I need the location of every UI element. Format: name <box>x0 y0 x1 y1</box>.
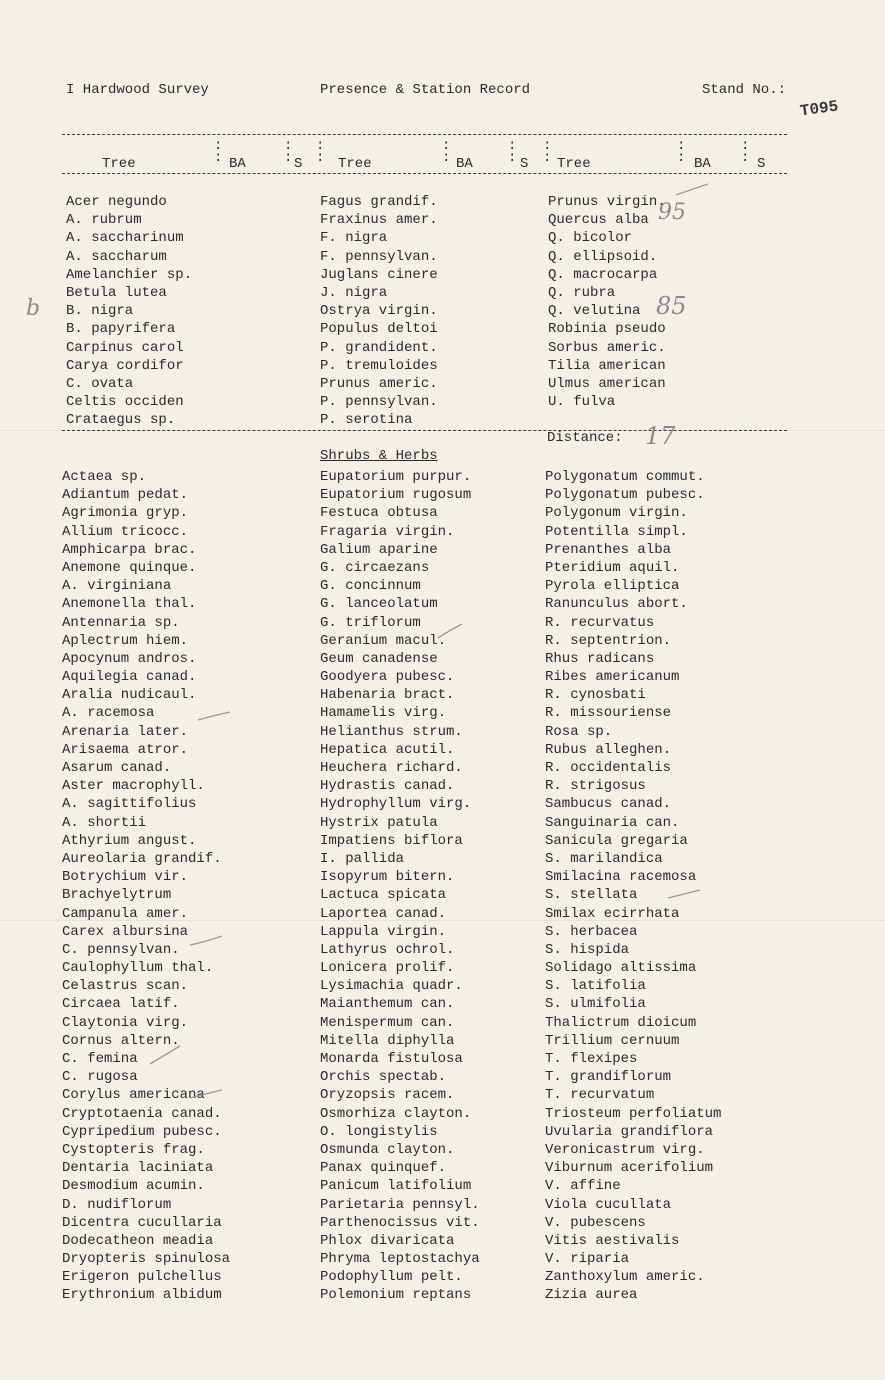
list-item: Arenaria later. <box>62 723 189 740</box>
list-item: R. occidentalis <box>545 760 672 776</box>
list-item: Triosteum perfoliatum <box>545 1105 722 1122</box>
list-item: Laportea canad. <box>320 905 447 922</box>
list-item: Sambucus canad. <box>545 796 672 813</box>
list-item: R. cynosbati <box>545 687 646 704</box>
list-item: Lactuca spicata <box>320 887 447 904</box>
list-item: G. triflorum <box>320 614 421 631</box>
list-item: Fraxinus amer. <box>320 212 438 229</box>
list-item: F. pennsylvan. <box>320 248 438 265</box>
list-item: Parietaria pennsyl. <box>320 1196 480 1213</box>
list-item: Sorbus americ. <box>548 339 666 356</box>
list-item: Q. velutina <box>548 303 641 320</box>
checkmark-icon <box>190 1090 222 1098</box>
stand-label: Stand No.: <box>702 82 787 98</box>
stand-number: T095 <box>798 97 840 121</box>
list-item: Celtis occiden <box>66 394 184 411</box>
list-item: Lappula virgin. <box>320 923 447 940</box>
list-item: R. recurvatus <box>545 614 655 631</box>
list-item: Hydrophyllum virg. <box>320 796 472 813</box>
list-item: Erythronium albidum <box>62 1287 222 1304</box>
list-item: Thalictrum dioicum <box>545 1014 697 1031</box>
list-item: Cryptotaenia canad. <box>62 1105 222 1122</box>
list-item: Isopyrum bitern. <box>320 869 455 886</box>
list-item: Aquilegia canad. <box>62 669 197 686</box>
list-item: Menispermum can. <box>320 1014 455 1031</box>
list-item: Panax quinquef. <box>320 1160 447 1177</box>
list-item: Brachyelytrum <box>62 887 172 904</box>
list-item: Geum canadense <box>320 650 438 667</box>
list-item: Populus deltoi <box>320 321 438 338</box>
list-item: Campanula amer. <box>62 905 189 922</box>
list-item: Quercus alba <box>548 212 649 229</box>
list-item: Mitella diphylla <box>320 1032 455 1049</box>
list-item: Rosa sp. <box>545 723 613 740</box>
list-item: Potentilla simpl. <box>545 523 688 540</box>
list-item: Ranunculus abort. <box>545 596 688 613</box>
list-item: C. pennsylvan. <box>62 941 180 958</box>
list-item: Solidago altissima <box>545 960 697 977</box>
ba-column-header: BA <box>694 156 711 172</box>
list-item: Goodyera pubesc. <box>320 669 455 686</box>
list-item: Viola cucullata <box>545 1196 672 1213</box>
list-item: Lonicera prolif. <box>320 960 455 977</box>
list-item: D. nudiflorum <box>62 1196 172 1213</box>
list-item: Prenanthes alba <box>545 541 672 558</box>
list-item: Phryma leptostachya <box>320 1251 480 1268</box>
list-item: A. shortii <box>62 814 147 831</box>
list-item: Agrimonia gryp. <box>62 505 189 522</box>
list-item: Prunus virgin. <box>548 194 666 210</box>
column-separator: : : <box>316 138 325 166</box>
list-item: Festuca obtusa <box>320 505 438 522</box>
checkmark-icon <box>190 936 222 945</box>
column-separator: : : <box>741 138 750 166</box>
list-item: Fagus grandif. <box>320 194 438 210</box>
list-item: Cystopteris frag. <box>62 1141 205 1158</box>
list-item: Fragaria virgin. <box>320 523 455 540</box>
list-item: S. latifolia <box>545 978 646 995</box>
checkmark-icon <box>668 890 700 898</box>
list-item: A. saccharum <box>66 248 167 265</box>
list-item: Dentaria laciniata <box>62 1160 214 1177</box>
tree-column-header: Tree <box>338 156 372 172</box>
list-item: Juglans cinere <box>320 266 438 283</box>
list-item: Uvularia grandiflora <box>545 1123 714 1140</box>
handwritten-ba-value: 95 <box>658 200 686 225</box>
list-item: Hystrix patula <box>320 814 438 831</box>
list-item: Ribes americanum <box>545 669 680 686</box>
list-item: Sanicula gregaria <box>545 832 688 849</box>
list-item: Habenaria bract. <box>320 687 455 704</box>
list-item: A. virginiana <box>62 578 172 595</box>
survey-title: I Hardwood Survey <box>66 82 209 98</box>
s-column-header: S <box>757 156 766 172</box>
list-item: Anemone quinque. <box>62 559 197 576</box>
list-item: Monarda fistulosa <box>320 1051 463 1067</box>
column-separator: : : <box>508 138 517 166</box>
list-item: Dodecatheon meadia <box>62 1232 214 1249</box>
list-item: J. nigra <box>320 284 388 301</box>
list-item: Arisaema atror. <box>62 741 189 758</box>
list-item: C. rugosa <box>62 1069 138 1086</box>
list-item: O. longistylis <box>320 1123 438 1140</box>
list-item: Polemonium reptans <box>320 1287 472 1304</box>
list-item: Betula lutea <box>66 284 167 301</box>
list-item: Apocynum andros. <box>62 650 197 667</box>
list-item: G. lanceolatum <box>320 596 438 613</box>
list-item: Dicentra cucullaria <box>62 1214 222 1231</box>
list-item: Q. bicolor <box>548 230 633 247</box>
checkmark-icon <box>438 624 462 638</box>
tree-column-header: Tree <box>557 156 591 172</box>
checkmark-icon <box>198 712 230 720</box>
list-item: Parthenocissus vit. <box>320 1214 480 1231</box>
list-item: R. strigosus <box>545 778 646 795</box>
list-item: Oryzopsis racem. <box>320 1087 455 1104</box>
list-item: Carex albursina <box>62 923 189 940</box>
record-title: Presence & Station Record <box>320 82 531 98</box>
list-item: Heuchera richard. <box>320 760 463 776</box>
list-item: Acer negundo <box>66 194 167 210</box>
column-separator: : : <box>442 138 451 166</box>
list-item: Lysimachia quadr. <box>320 978 463 995</box>
list-item: Robinia pseudo <box>548 321 666 338</box>
list-item: Anemonella thal. <box>62 596 197 613</box>
shrubs-herbs-title: Shrubs & Herbs <box>320 448 438 464</box>
list-item: Antennaria sp. <box>62 614 180 631</box>
list-item: Asarum canad. <box>62 760 172 776</box>
list-item: G. circaezans <box>320 559 430 576</box>
list-item: Helianthus strum. <box>320 723 463 740</box>
list-item: Carpinus carol <box>66 339 184 356</box>
list-item: Osmunda clayton. <box>320 1141 455 1158</box>
list-item: Zanthoxylum americ. <box>545 1269 705 1286</box>
s-column-header: S <box>294 156 303 172</box>
list-item: Erigeron pulchellus <box>62 1269 222 1286</box>
list-item: Allium tricocc. <box>62 523 189 540</box>
list-item: Amphicarpa brac. <box>62 541 197 558</box>
list-item: Veronicastrum virg. <box>545 1141 705 1158</box>
list-item: Carya cordifor <box>66 357 184 374</box>
list-item: Q. ellipsoid. <box>548 248 658 265</box>
list-item: Geranium macul. <box>320 632 447 649</box>
list-item: Celastrus scan. <box>62 978 189 995</box>
list-item: Zizia aurea <box>545 1287 638 1304</box>
list-item: S. stellata <box>545 887 638 904</box>
list-item: Claytonia virg. <box>62 1014 189 1031</box>
list-item: Botrychium vir. <box>62 869 189 886</box>
handwritten-ba-value: 85 <box>656 292 687 320</box>
list-item: Galium aparine <box>320 541 438 558</box>
list-item: Amelanchier sp. <box>66 266 193 283</box>
list-item: Adiantum pedat. <box>62 487 189 504</box>
list-item: C. femina <box>62 1051 138 1067</box>
list-item: V. pubescens <box>545 1214 646 1231</box>
list-item: Vitis aestivalis <box>545 1232 680 1249</box>
checkmark-icon <box>150 1046 180 1064</box>
list-item: Aster macrophyll. <box>62 778 205 795</box>
list-item: Polygonatum pubesc. <box>545 487 705 504</box>
checkmark-icon <box>676 184 708 195</box>
list-item: Polygonatum commut. <box>545 469 705 485</box>
list-item: Pyrola elliptica <box>545 578 680 595</box>
handwritten-distance-value: 17 <box>645 422 676 450</box>
list-item: Osmorhiza clayton. <box>320 1105 472 1122</box>
s-column-header: S <box>520 156 529 172</box>
list-item: Pteridium aquil. <box>545 559 680 576</box>
list-item: Panicum latifolium <box>320 1178 472 1195</box>
column-separator: : : <box>284 138 293 166</box>
list-item: Orchis spectab. <box>320 1069 447 1086</box>
list-item: Ostrya virgin. <box>320 303 438 320</box>
list-item: Podophyllum pelt. <box>320 1269 463 1286</box>
list-item: G. concinnum <box>320 578 421 595</box>
list-item: Prunus americ. <box>320 375 438 392</box>
distance-label: Distance: <box>547 430 623 446</box>
list-item: Aplectrum hiem. <box>62 632 189 649</box>
list-item: Caulophyllum thal. <box>62 960 214 977</box>
list-item: Athyrium angust. <box>62 832 197 849</box>
ba-column-header: BA <box>456 156 473 172</box>
list-item: S. ulmifolia <box>545 996 646 1013</box>
list-item: R. septentrion. <box>545 632 672 649</box>
list-item: T. recurvatum <box>545 1087 655 1104</box>
handwritten-margin-mark: b <box>26 296 41 321</box>
list-item: A. saccharinum <box>66 230 184 247</box>
list-item: Impatiens biflora <box>320 832 463 849</box>
column-separator: : : <box>677 138 686 166</box>
list-item: Trillium cernuum <box>545 1032 680 1049</box>
column-separator: : : <box>543 138 552 166</box>
list-item: Crataegus sp. <box>66 412 176 429</box>
list-item: Q. rubra <box>548 284 616 301</box>
list-item: Circaea latif. <box>62 996 180 1013</box>
list-item: P. grandident. <box>320 339 438 356</box>
list-item: Maianthemum can. <box>320 996 455 1013</box>
list-item: Rubus alleghen. <box>545 741 672 758</box>
list-item: Actaea sp. <box>62 469 147 485</box>
list-item: Sanguinaria can. <box>545 814 680 831</box>
list-item: Desmodium acumin. <box>62 1178 205 1195</box>
list-item: S. marilandica <box>545 850 663 867</box>
list-item: Smilacina racemosa <box>545 869 697 886</box>
list-item: F. nigra <box>320 230 388 247</box>
list-item: Phlox divaricata <box>320 1232 455 1249</box>
list-item: Lathyrus ochrol. <box>320 941 455 958</box>
list-item: Aralia nudicaul. <box>62 687 197 704</box>
list-item: S. hispida <box>545 941 630 958</box>
list-item: U. fulva <box>548 394 616 411</box>
list-item: V. riparia <box>545 1251 630 1268</box>
tree-column-header: Tree <box>102 156 136 172</box>
list-item: B. nigra <box>66 303 134 320</box>
list-item: I. pallida <box>320 850 405 867</box>
list-item: Eupatorium rugosum <box>320 487 472 504</box>
list-item: Cypripedium pubesc. <box>62 1123 222 1140</box>
list-item: P. pennsylvan. <box>320 394 438 411</box>
list-item: T. flexipes <box>545 1051 638 1067</box>
list-item: A. rubrum <box>66 212 142 229</box>
list-item: Rhus radicans <box>545 650 655 667</box>
list-item: Smilax ecirrhata <box>545 905 680 922</box>
list-item: T. grandiflorum <box>545 1069 672 1086</box>
column-separator: : : <box>214 138 223 166</box>
list-item: Polygonum virgin. <box>545 505 688 522</box>
list-item: Dryopteris spinulosa <box>62 1251 231 1268</box>
ba-column-header: BA <box>229 156 246 172</box>
list-item: Aureolaria grandif. <box>62 850 222 867</box>
list-item: V. affine <box>545 1178 621 1195</box>
list-item: Cornus altern. <box>62 1032 180 1049</box>
list-item: Tilia american <box>548 357 666 374</box>
list-item: S. herbacea <box>545 923 638 940</box>
list-item: B. papyrifera <box>66 321 176 338</box>
list-item: Hepatica acutil. <box>320 741 455 758</box>
list-item: Ulmus american <box>548 375 666 392</box>
list-item: Hamamelis virg. <box>320 705 447 722</box>
list-item: P. tremuloides <box>320 357 438 374</box>
list-item: R. missouriense <box>545 705 672 722</box>
list-item: Corylus americana <box>62 1087 205 1104</box>
list-item: Hydrastis canad. <box>320 778 455 795</box>
list-item: C. ovata <box>66 375 134 392</box>
list-item: Eupatorium purpur. <box>320 469 472 485</box>
list-item: P. serotina <box>320 412 413 429</box>
list-item: Viburnum acerifolium <box>545 1160 714 1177</box>
list-item: A. sagittifolius <box>62 796 197 813</box>
list-item: A. racemosa <box>62 705 155 722</box>
list-item: Q. macrocarpa <box>548 266 658 283</box>
